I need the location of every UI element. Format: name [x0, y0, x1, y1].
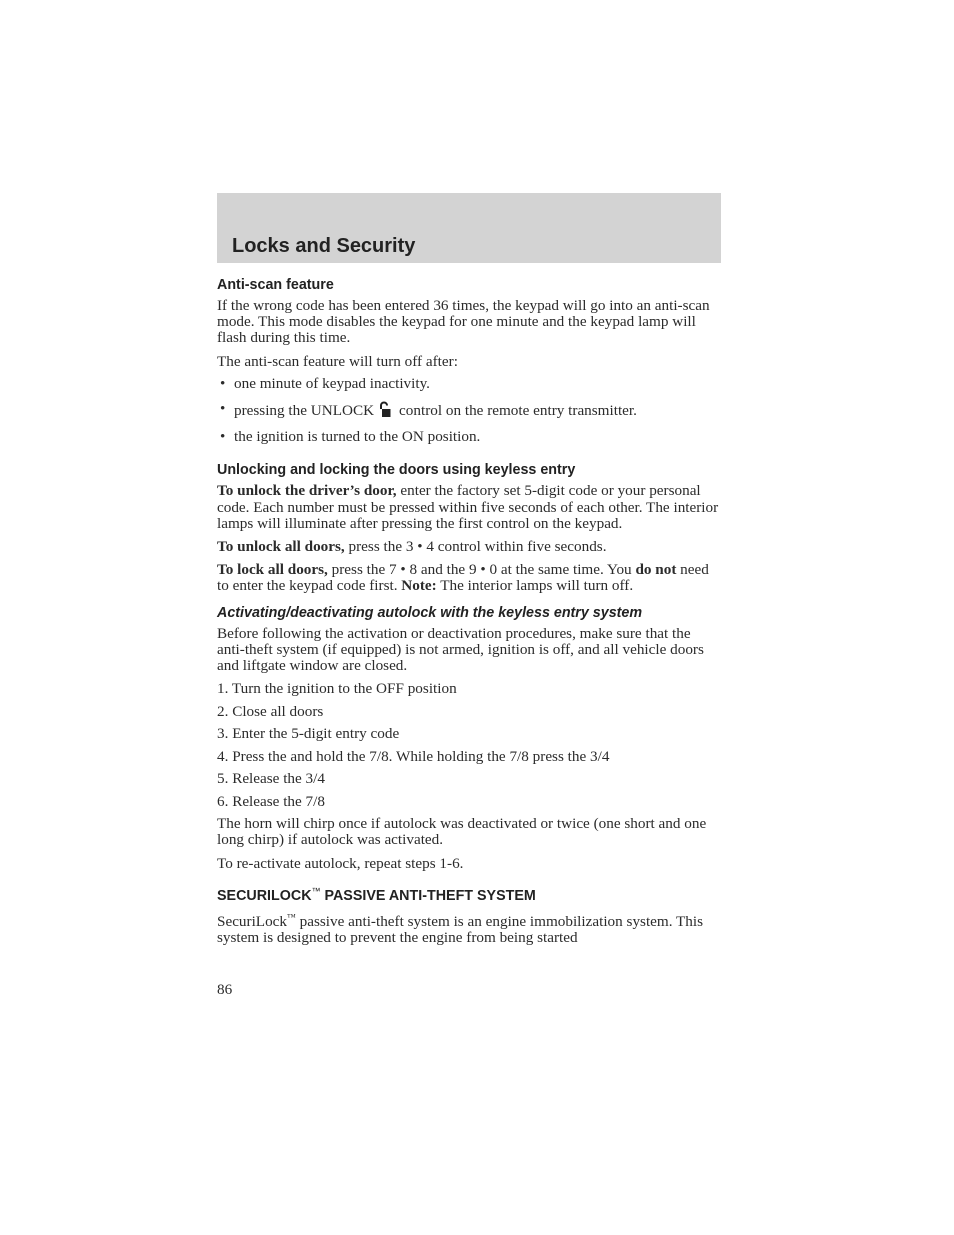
- body-text: press the 3 • 4 control within five seconds.: [344, 538, 607, 556]
- anti-scan-heading: Anti-scan feature: [217, 277, 334, 293]
- bullet-text: the ignition is turned to the ON position.: [234, 427, 481, 445]
- bullet-dot: •: [220, 374, 226, 392]
- horn-chirp-paragraph: The horn will chirp once if autolock was deactivated or twice (one short and one long chirp) if autolock was activated.: [217, 815, 707, 849]
- list-item: [217, 401, 722, 422]
- bold-lead: To unlock all doors,: [217, 538, 345, 556]
- bold-lead: To lock all doors,: [217, 561, 328, 579]
- body-text: passive anti-theft system is an engine immobilization system. This system is designed to prevent the engine from being started: [217, 912, 704, 946]
- anti-scan-bullet-list: [217, 376, 722, 445]
- trademark-symbol: ™: [311, 885, 321, 896]
- bullet-text: control on the remote entry transmitter.: [399, 401, 637, 419]
- note-label: Note:: [401, 577, 437, 595]
- unlock-all-paragraph: [217, 539, 722, 555]
- heading-text: PASSIVE ANTI-THEFT SYSTEM: [320, 887, 536, 904]
- unlock-driver-paragraph: [217, 483, 722, 532]
- list-item: [217, 429, 722, 445]
- body-text: The interior lamps will turn off.: [436, 577, 634, 595]
- page-content: [217, 276, 722, 953]
- securilock-heading: [217, 882, 722, 905]
- body-text: press the 7 • 8 and the 9 • 0 at the same time. You: [327, 561, 636, 579]
- body-text: enter the factory set 5-digit code or your personal code. Each number must be pressed within five seconds of each other. The interior lamps will illuminate after pressing the first control on the keypad.: [217, 482, 719, 532]
- body-text: need to enter the keypad code first.: [217, 561, 709, 595]
- securilock-paragraph: [217, 909, 722, 946]
- anti-scan-turn-off-intro: The anti-scan feature will turn off after:: [217, 352, 458, 370]
- bullet-text: one minute of keypad inactivity.: [234, 374, 430, 392]
- bold-text: do not: [635, 561, 677, 579]
- heading-text: SECURILOCK: [217, 887, 312, 904]
- autolock-heading: Activating/deactivating autolock with the keyless entry system: [217, 604, 643, 621]
- keyless-entry-heading: Unlocking and locking the doors using keyless entry: [217, 462, 576, 479]
- list-item: [217, 376, 722, 392]
- bold-lead: To unlock the driver’s door,: [217, 482, 397, 500]
- bullet-dot: •: [220, 399, 226, 417]
- autolock-steps-list: [217, 681, 722, 810]
- anti-scan-paragraph: If the wrong code has been entered 36 times, the keypad will go into an anti-scan mode. This mode disables the keypad for one minute and the keypad lamp will flash during this time.: [217, 297, 710, 347]
- trademark-symbol: ™: [287, 911, 296, 922]
- reactivate-paragraph: To re-activate autolock, repeat steps 1-6.: [217, 854, 464, 872]
- list-item: 6. Release the 7/8: [217, 792, 325, 810]
- lock-all-paragraph: [217, 562, 722, 594]
- list-item: 2. Close all doors: [217, 702, 324, 720]
- list-item: 3. Enter the 5-digit entry code: [217, 725, 400, 743]
- body-text: SecuriLock: [217, 912, 288, 930]
- list-item: 4. Press the and hold the 7/8. While holding the 7/8 press the 3/4: [217, 747, 610, 765]
- bullet-text: pressing the UNLOCK: [234, 401, 375, 419]
- list-item: 5. Release the 3/4: [217, 770, 325, 788]
- section-title: Locks and Security: [232, 235, 416, 257]
- bullet-dot: •: [220, 427, 226, 445]
- section-header-band: [217, 193, 721, 263]
- autolock-intro: Before following the activation or deactivation procedures, make sure that the anti-theft system (if equipped) is not armed, ignition is off, and all vehicle doors and liftgate window are closed.: [217, 624, 704, 675]
- page-number: 86: [217, 981, 233, 998]
- unlock-icon: [378, 401, 391, 422]
- list-item: 1. Turn the ignition to the OFF position: [217, 680, 457, 698]
